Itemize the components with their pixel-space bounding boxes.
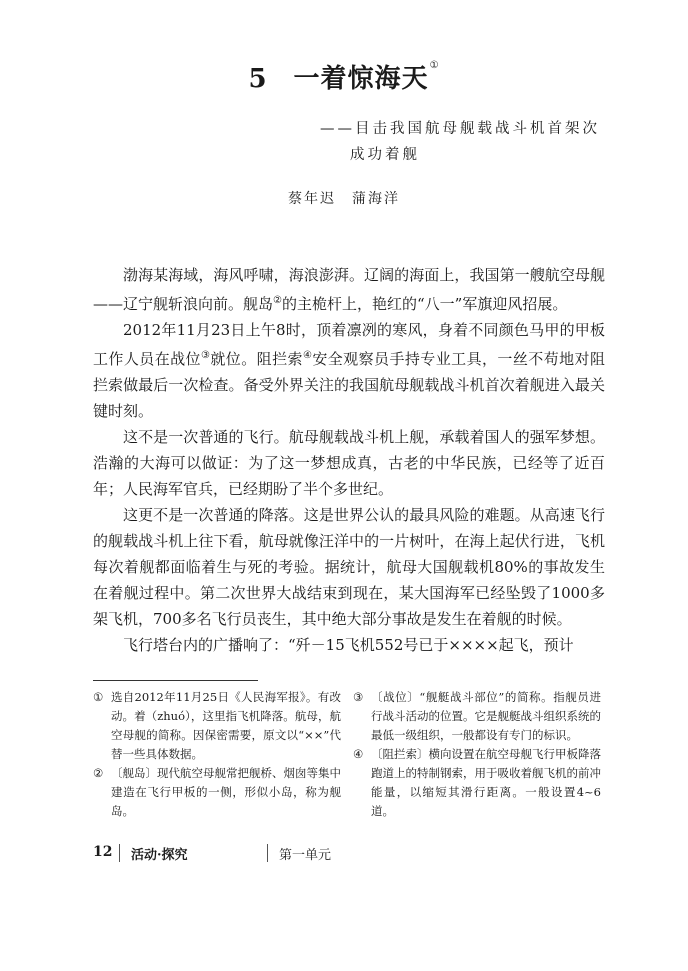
footnote-3-marker: ③ — [353, 690, 364, 704]
paragraph-5: 飞行塔台内的广播响了：“歼－15飞机552号已于××××起飞，预计 — [123, 636, 574, 654]
footnote-2-marker: ② — [93, 766, 104, 780]
footnotes-left-column — [93, 688, 341, 821]
footnote-1-text: 选自2012年11月25日《人民海军报》。有改动。着（zhuó），这里指飞机降落。航母，航空母舰的简称。因保密需要，原文以“××”代替一些具体数据。 — [111, 690, 341, 761]
subtitle-line-1: ——目击我国航母舰载战斗机首架次 — [320, 121, 600, 137]
paragraph-1-text-a: 渤海某海域，海风呼啸，海浪澎湃。辽阔的海面上，我国第一艘航空母舰——辽宁舰斩浪向前。舰岛 — [93, 266, 605, 313]
paragraph-2-text-b: 就位。阻拦索 — [210, 350, 303, 368]
footnote-3-text: 〔战位〕“舰艇战斗部位”的简称。指舰员进行战斗活动的位置。它是舰艇战斗组织系统的最低一级组织，一般都设有专门的标识。 — [371, 690, 601, 742]
paragraph-2 — [93, 317, 605, 424]
footer-divider-2 — [267, 844, 268, 862]
authors — [0, 188, 688, 208]
footnote-4 — [353, 745, 601, 821]
lesson-number: 5 — [248, 64, 268, 94]
author-1: 蔡年迟 — [288, 191, 336, 207]
paragraph-1 — [93, 262, 605, 317]
footer-divider-1 — [119, 844, 120, 862]
footnote-divider — [93, 680, 258, 681]
paragraph-2-text-a: 2012年11月23日上午8时，顶着凛冽的寒风，身着不同颜色马甲的甲板工作人员在战位 — [93, 321, 605, 368]
footnote-ref-3: ③ — [200, 350, 211, 361]
unit-label: 第一单元 — [279, 848, 332, 863]
article-body — [93, 262, 605, 658]
footnote-ref-2: ② — [273, 295, 282, 306]
footnote-2-text: 〔舰岛〕现代航空母舰常把舰桥、烟囱等集中建造在飞行甲板的一侧，形似小岛，称为舰岛。 — [111, 766, 341, 818]
footnote-2 — [93, 764, 341, 821]
footnote-3 — [353, 688, 601, 745]
article-subtitle — [320, 116, 630, 168]
author-2: 蒲海洋 — [352, 191, 400, 207]
paragraph-1-text-b: 的主桅杆上，艳红的“八一”军旗迎风招展。 — [281, 295, 568, 313]
footnote-4-text: 〔阻拦索〕横向设置在航空母舰飞行甲板降落跑道上的特制钢索，用于吸收着舰飞机的前冲能量，以缩短其滑行距离。一般设置4~6道。 — [371, 747, 601, 818]
footnotes-right-column — [353, 688, 601, 821]
footnote-1 — [93, 688, 341, 764]
paragraph-3: 这不是一次普通的飞行。航母舰载战斗机上舰，承载着国人的强军梦想。浩瀚的大海可以做证：为了这一梦想成真，古老的中华民族，已经等了近百年；人民海军官兵，已经期盼了半个多世纪。 — [93, 428, 605, 498]
footnote-4-marker: ④ — [353, 747, 364, 761]
page-number: 12 — [93, 844, 113, 860]
subtitle-line-2: 成功着舰 — [350, 147, 420, 163]
article-title — [0, 58, 688, 95]
paragraph-2-text-c: 安全观察员手持专业工具，一丝不苟地对阻拦索做最后一次检查。备受外界关注的我国航母舰载战斗机首次着舰进入最关键时刻。 — [93, 350, 605, 420]
title-footnote-marker: ① — [429, 60, 440, 71]
title-text: 一着惊海天 — [293, 64, 429, 94]
footnote-ref-4: ④ — [302, 350, 313, 361]
section-label: 活动·探究 — [131, 848, 188, 863]
paragraph-4: 这更不是一次普通的降落。这是世界公认的最具风险的难题。从高速飞行的舰载战斗机上往下看，航母就像汪洋中的一片树叶，在海上起伏行进，飞机每次着舰都面临着生与死的考验。据统计，航母大国舰载机80%的事故发生在着舰过程中。第二次世界大战结束到现在，某大国海军已经坠毁了1000多架飞机，700多名飞行员丧生，其中绝大部分事故是发生在着舰的时候。 — [93, 506, 605, 628]
footnote-1-marker: ① — [93, 690, 104, 704]
